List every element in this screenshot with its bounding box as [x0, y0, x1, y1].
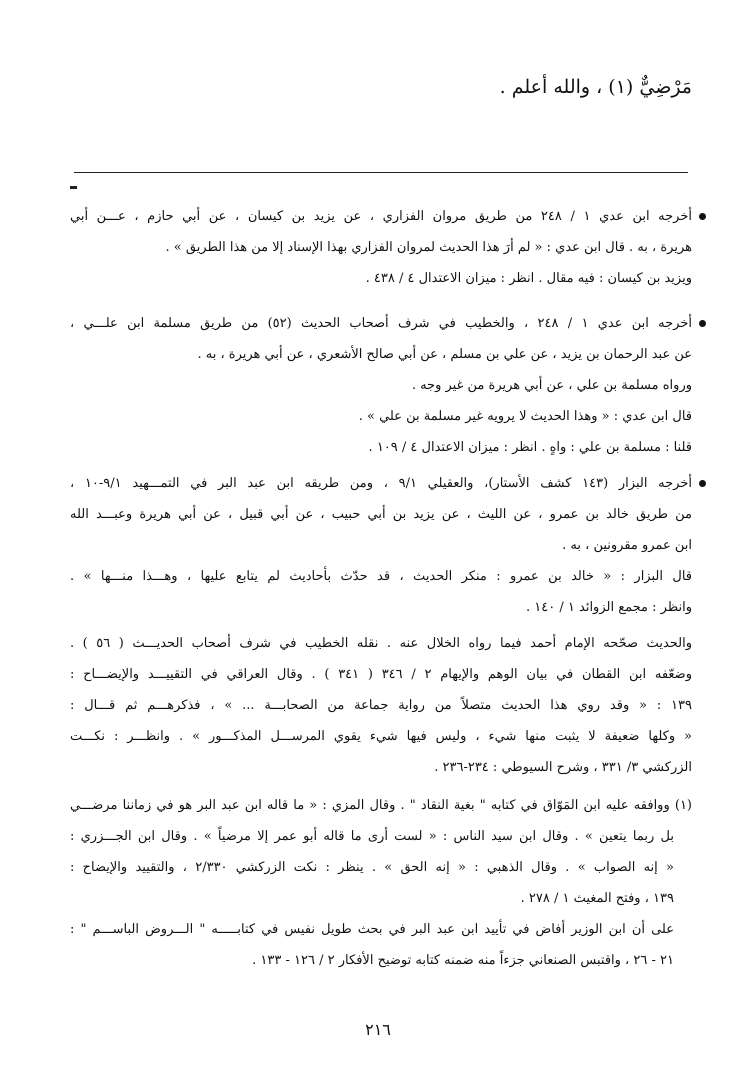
footnote-line: أخرجه البزار (١٤٣ كشف الأستار)، والعقيلي ٩/١ ، ومن طريقه ابن عبد البر في التمـــهيد ٩/١-١٠ ، — [70, 476, 692, 491]
footnote-line: « إنه الصواب » . وقال الذهبي : « إنه الحق » . ينظر : نكت الزركشي ٢/٣٣٠ ، والتقييد والإيضاح : — [70, 860, 675, 875]
footnote-line: عن عبد الرحمان بن يزيد ، عن علي بن مسلم ، عن أبي صالح الأشعري ، عن أبي هريرة ، به . — [197, 347, 692, 362]
footnote-block-3 — [70, 468, 692, 623]
dash-mark — [70, 186, 77, 189]
bullet-icon — [699, 213, 706, 220]
separator-line — [74, 172, 688, 173]
bullet-icon — [699, 480, 706, 487]
paragraph-line: ١٣٩ : « وقد روي هذا الحديث متصلاً من رواية جماعة من الصحابـــة ... » ، فذكرهـــم ثم قـــال : — [70, 698, 692, 713]
footnote-line: ابن عمرو مقرونين ، به . — [562, 538, 692, 553]
paragraph-line: والحديث صحّحه الإمام أحمد فيما رواه الخلال عنه . نقله الخطيب في شرف أصحاب الحديـــث ( ٥٦ ) . — [70, 636, 692, 651]
footnote-line: قلنا : مسلمة بن علي : واهٍ . انظر : ميزان الاعتدال ٤ / ١٠٩ . — [368, 440, 692, 455]
paragraph-line: « وكلها ضعيفة لا يثبت منها شيء ، وليس فيها شيء يقوي المرســـل المذكـــور » . وانظـــر : نكـــت — [70, 729, 692, 744]
paragraph-block — [70, 628, 692, 783]
footnote-block-2 — [70, 308, 692, 463]
footnote-line: ورواه مسلمة بن علي ، عن أبي هريرة من غير وجه . — [411, 378, 692, 393]
footnote-line: قال ابن عدي : « وهذا الحديث لا يرويه غير مسلمة بن علي » . — [358, 409, 692, 424]
paragraph-line: الزركشي ٣/ ٣٣١ ، وشرح السيوطي : ٢٣٤-٢٣٦ . — [434, 760, 692, 775]
footnote-line: على أن ابن الوزير أفاض في تأييد ابن عبد البر في بحث طويل نفيس في كتابـــــه " الـــروض الباســـم " : — [70, 922, 674, 937]
paragraph-line: وضعّفه ابن القطان في بيان الوهم والإيهام ٢ / ٣٤٦ ( ٣٤١ ) . وقال العراقي في التقييـــد والإيضـــاح : — [70, 667, 692, 682]
footnote-line: ٢١ - ٢٦ ، واقتبس الصنعاني جزءاً منه ضمنه كتابه توضيح الأفكار ٢ / ١٢٦ - ١٣٣ . — [252, 953, 674, 968]
footnote-line: قال البزار : « خالد بن عمرو : منكر الحديث ، قد حدّث بأحاديث لم يتابع عليها ، وهـــذا منـــها » . — [70, 569, 692, 584]
footnote-line: وانظر : مجمع الزوائد ١ / ١٤٠ . — [526, 600, 692, 615]
footnote-block-1 — [70, 201, 692, 294]
header-text: مَرْضِيٌّ (١) ، والله أعلم . — [499, 76, 692, 98]
page-number: ٢١٦ — [365, 1020, 391, 1039]
footnote-line: ويزيد بن كيسان : فيه مقال . انظر : ميزان الاعتدال ٤ / ٤٣٨ . — [365, 271, 692, 286]
footnote-line: هريرة ، به . قال ابن عدي : « لم أرَ هذا الحديث لمروان الفزاري بهذا الإسناد إلا من هذا الطريق » . — [165, 240, 692, 255]
footnote-line: أخرجه ابن عدي ١ / ٢٤٨ من طريق مروان الفزاري ، عن يزيد بن كيسان ، عن أبي حازم ، عـــن أبي — [70, 209, 692, 224]
bullet-icon — [699, 320, 706, 327]
footnote-line: أخرجه ابن عدي ١ / ٢٤٨ ، والخطيب في شرف أصحاب الحديث (٥٢) من طريق مسلمة ابن علـــي ، — [70, 316, 692, 331]
footnote-one-block — [70, 790, 692, 976]
footnote-line: (١) ووافقه عليه ابن المَوّاق في كتابه " بغية النقاد " . وقال المزي : « ما قاله ابن عبد البر هو في زماننا مرضـــي — [70, 798, 692, 813]
footnote-line: من طريق خالد بن عمرو ، عن الليث ، عن يزيد بن أبي حبيب ، عن أبي قبيل ، عن أبي هريرة وعبـــد الله — [70, 507, 692, 522]
footnote-line: بل ربما يتعين » . وقال ابن سيد الناس : « لست أرى ما قاله أبو عمر إلا مرضياً » . وقال ابن الجـــزري : — [70, 829, 674, 844]
footnote-line: ١٣٩ ، وفتح المغيث ١ / ٢٧٨ . — [520, 891, 674, 906]
